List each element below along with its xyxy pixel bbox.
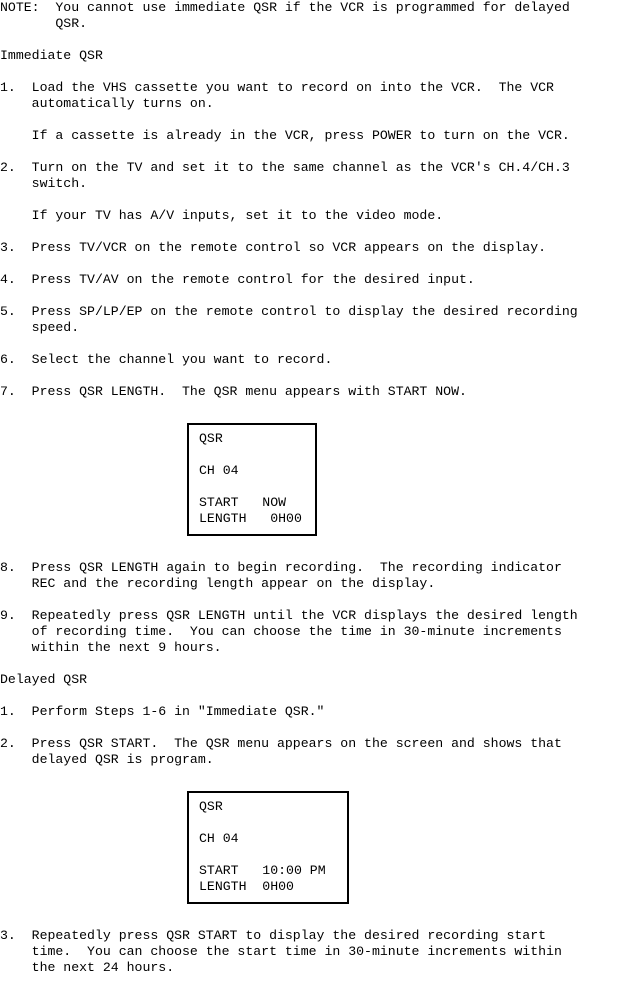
delayed-step-3: 3. Repeatedly press QSR START to display the desired recording start xyxy=(0,928,547,943)
menu-start: START 10:00 PM xyxy=(199,863,326,878)
immediate-step-4: 4. Press TV/AV on the remote control for the desired input. xyxy=(0,272,475,287)
immediate-step-9: 9. Repeatedly press QSR LENGTH until the VCR displays the desired length xyxy=(0,608,578,623)
immediate-qsr-menu-display xyxy=(187,423,317,536)
immediate-qsr-heading: Immediate QSR xyxy=(0,48,103,63)
immediate-step-5: 5. Press SP/LP/EP on the remote control to display the desired recording xyxy=(0,304,578,319)
immediate-step-3: 3. Press TV/VCR on the remote control so VCR appears on the display. xyxy=(0,240,547,255)
immediate-step-8: 8. Press QSR LENGTH again to begin recording. The recording indicator xyxy=(0,560,562,575)
delayed-step-3-cont: time. You can choose the start time in 30-minute increments within xyxy=(0,944,562,959)
immediate-step-1-cont: automatically turns on. xyxy=(0,96,214,111)
delayed-qsr-menu-display xyxy=(187,791,349,904)
immediate-step-1-sub: If a cassette is already in the VCR, press POWER to turn on the VCR. xyxy=(0,128,570,143)
delayed-step-1: 1. Perform Steps 1-6 in "Immediate QSR." xyxy=(0,704,325,719)
immediate-step-5-cont: speed. xyxy=(0,320,80,335)
immediate-step-1: 1. Load the VHS cassette you want to record on into the VCR. The VCR xyxy=(0,80,554,95)
note-line-1: NOTE: You cannot use immediate QSR if the VCR is programmed for delayed xyxy=(0,0,570,15)
immediate-step-2-sub: If your TV has A/V inputs, set it to the video mode. xyxy=(0,208,444,223)
menu-length: LENGTH 0H00 xyxy=(199,879,294,894)
delayed-step-2: 2. Press QSR START. The QSR menu appears on the screen and shows that xyxy=(0,736,562,751)
immediate-step-6: 6. Select the channel you want to record. xyxy=(0,352,333,367)
immediate-step-9-cont-2: within the next 9 hours. xyxy=(0,640,222,655)
immediate-step-2: 2. Turn on the TV and set it to the same channel as the VCR's CH.4/CH.3 xyxy=(0,160,570,175)
menu-channel: CH 04 xyxy=(199,831,239,846)
delayed-qsr-heading: Delayed QSR xyxy=(0,672,88,687)
menu-title: QSR xyxy=(199,799,223,814)
menu-title: QSR xyxy=(199,431,223,446)
immediate-step-9-cont: of recording time. You can choose the time in 30-minute increments xyxy=(0,624,562,639)
note-line-2: QSR. xyxy=(0,16,88,31)
delayed-step-2-cont: delayed QSR is program. xyxy=(0,752,214,767)
immediate-step-2-cont: switch. xyxy=(0,176,88,191)
immediate-step-7: 7. Press QSR LENGTH. The QSR menu appears with START NOW. xyxy=(0,384,467,399)
menu-start: START NOW xyxy=(199,495,287,510)
immediate-step-8-cont: REC and the recording length appear on the display. xyxy=(0,576,436,591)
menu-channel: CH 04 xyxy=(199,463,239,478)
delayed-step-3-cont-2: the next 24 hours. xyxy=(0,960,175,975)
menu-length: LENGTH 0H00 xyxy=(199,511,302,526)
